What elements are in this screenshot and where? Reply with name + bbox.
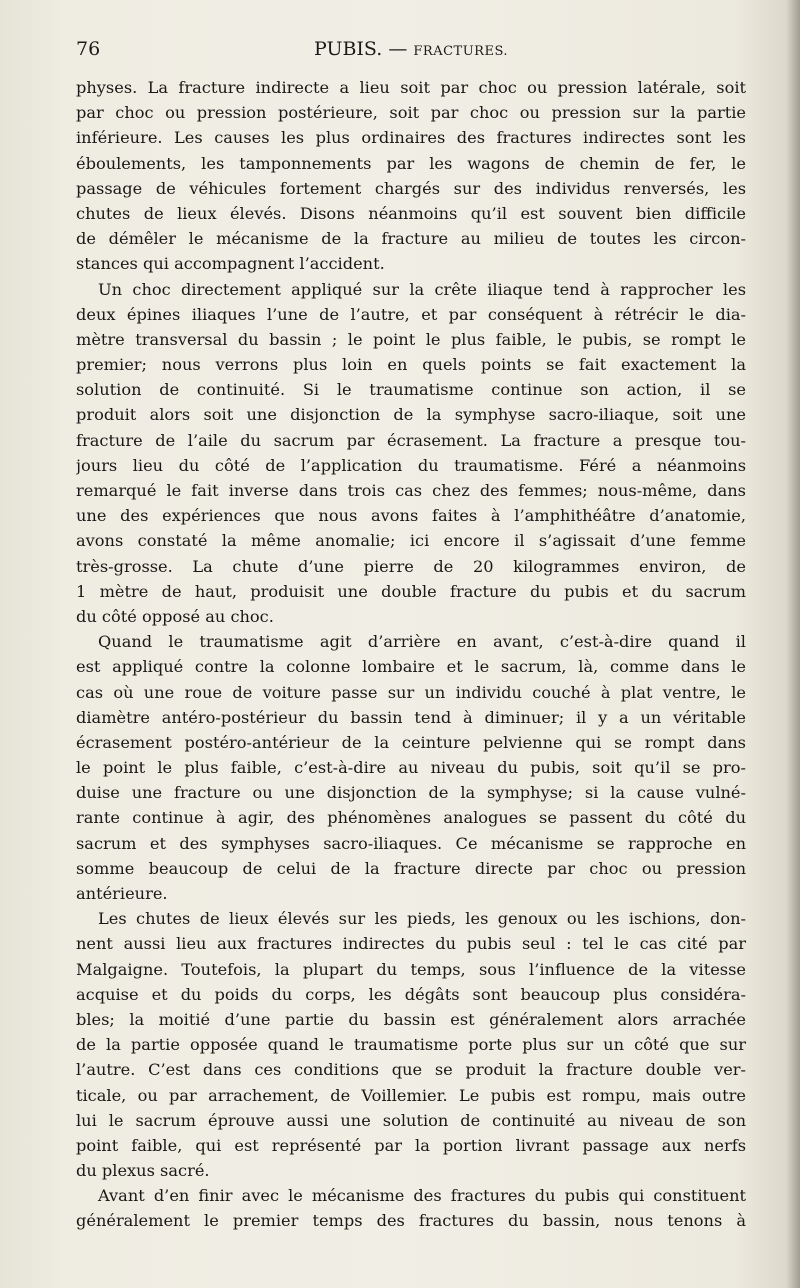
text-line: sacrum et des symphyses sacro-iliaques. Ce mécanisme se rapproche en xyxy=(76,833,746,853)
text-line: jours lieu du côté de l’application du traumatisme. Féré a néanmoins xyxy=(76,455,746,475)
text-line: point faible, qui est représenté par la portion livrant passage aux nerfs xyxy=(76,1135,746,1155)
text-line: écrasement postéro-antérieur de la ceinture pelvienne qui se rompt dans xyxy=(76,732,746,752)
text-line: remarqué le fait inverse dans trois cas chez des femmes; nous-même, dans xyxy=(76,481,746,500)
text-line: ticale, ou par arrachement, de Voillemier. Le pubis est rompu, mais outre xyxy=(76,1085,746,1105)
text-line: deux épines iliaques l’une de l’autre, et par conséquent à rétrécir le dia- xyxy=(76,304,746,324)
paragraph xyxy=(76,277,746,630)
text-line: de la partie opposée quand le traumatisme porte plus sur un côté que sur xyxy=(76,1035,746,1055)
text-line: mètre transversal du bassin ; le point le plus faible, le pubis, se rompt le xyxy=(76,329,746,349)
text-line: l’autre. C’est dans ces conditions que se produit la fracture double ver- xyxy=(76,1060,746,1080)
text-line: Un choc directement appliqué sur la crête iliaque tend à rapprocher les xyxy=(98,279,746,299)
page-edge-shadow xyxy=(786,0,800,1288)
text-line: antérieure. xyxy=(76,884,168,903)
text-line: bles; la moitié d’une partie du bassin est généralement alors arrachée xyxy=(76,1009,746,1029)
text-line: Malgaigne. Toutefois, la plupart du temps, sous l’influence de la vitesse xyxy=(76,959,746,979)
text-line: généralement le premier temps des fractures du bassin, nous tenons à xyxy=(76,1211,746,1231)
text-line: Quand le traumatisme agit d’arrière en avant, c’est-à-dire quand il xyxy=(98,632,746,652)
text-line: somme beaucoup de celui de la fracture directe par choc ou pression xyxy=(76,858,746,878)
text-line: solution de continuité. Si le traumatisme continue son action, il se xyxy=(76,380,746,400)
text-line: du plexus sacré. xyxy=(76,1161,210,1181)
text-line: premier; nous verrons plus loin en quels points se fait exactement la xyxy=(76,355,746,375)
text-line: inférieure. Les causes les plus ordinaires des fractures indirectes sont les xyxy=(76,128,746,148)
text-line: diamètre antéro-postérieur du bassin tend à diminuer; il y a un véritable xyxy=(76,707,746,727)
page-number: 76 xyxy=(76,38,101,60)
text-line: est appliqué contre la colonne lombaire et le sacrum, là, comme dans le xyxy=(76,657,746,677)
running-head-title: PUBIS. — xyxy=(314,38,414,60)
text-line: avons constaté la même anomalie; ici encore il s’agissait d’une femme xyxy=(76,531,746,551)
text-line: duise une fracture ou une disjonction de la symphyse; si la cause vulné- xyxy=(76,783,746,803)
text-line: acquise et du poids du corps, les dégâts sont beaucoup plus considéra- xyxy=(76,984,746,1004)
text-line: par choc ou pression postérieure, soit par choc ou pression sur la partie xyxy=(76,103,746,123)
text-line: du côté opposé au choc. xyxy=(76,606,274,626)
text-line: cas où une roue de voiture passe sur un individu couché à plat ventre, le xyxy=(76,682,746,702)
text-line: chutes de lieux élevés. Disons néanmoins qu’il est souvent bien difficile xyxy=(76,203,746,223)
text-line: une des expériences que nous avons faites à l’amphithéâtre d’anatomie, xyxy=(76,506,746,526)
text-line: de démêler le mécanisme de la fracture au milieu de toutes les circon- xyxy=(76,229,746,249)
text-line: rante continue à agir, des phénomènes analogues se passent du côté du xyxy=(76,808,746,828)
text-line: éboulements, les tamponnements par les wagons de chemin de fer, le xyxy=(76,153,746,173)
text-line: fracture de l’aile du sacrum par écrasement. La fracture a presque tou- xyxy=(76,430,746,450)
text-line: produit alors soit une disjonction de la symphyse sacro-iliaque, soit une xyxy=(76,405,746,425)
text-line: passage de véhicules fortement chargés sur des individus renversés, les xyxy=(76,178,746,198)
paragraph xyxy=(76,1183,746,1233)
paragraph xyxy=(76,75,746,277)
text-line: stances qui accompagnent l’accident. xyxy=(76,254,385,274)
text-line: nent aussi lieu aux fractures indirectes du pubis seul : tel le cas cité par xyxy=(76,934,746,954)
text-line: très-grosse. La chute d’une pierre de 20 kilogrammes environ, de xyxy=(76,556,746,576)
text-line: 1 mètre de haut, produisit une double fracture du pubis et du sacrum xyxy=(76,581,746,601)
text-line: le point le plus faible, c’est-à-dire au niveau du pubis, soit qu’il se pro- xyxy=(76,758,746,778)
running-head xyxy=(314,38,508,60)
text-line: physes. La fracture indirecte a lieu soit par choc ou pression latérale, soit xyxy=(76,78,746,97)
text-line: Les chutes de lieux élevés sur les pieds, les genoux ou les ischions, don- xyxy=(98,909,746,929)
text-line: lui le sacrum éprouve aussi une solution de continuité au niveau de son xyxy=(76,1110,746,1130)
page-header xyxy=(76,38,756,62)
body-text xyxy=(76,75,746,1234)
paragraph xyxy=(76,629,746,906)
paragraph xyxy=(76,906,746,1183)
text-line: Avant d’en finir avec le mécanisme des fractures du pubis qui constituent xyxy=(98,1186,746,1206)
running-head-subtitle: FRACTURES. xyxy=(413,44,509,59)
